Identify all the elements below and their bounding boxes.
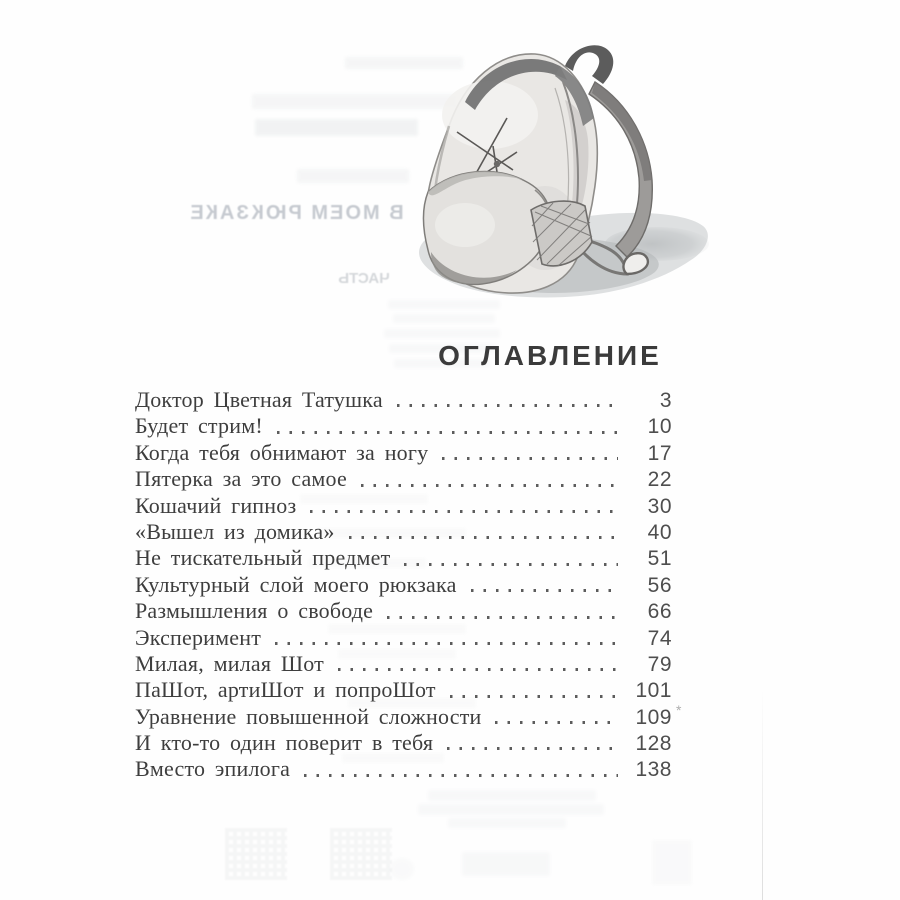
dot-leader [338,668,618,671]
toc-entry-title: Пятерка за это самое [135,466,347,492]
toc-entry [135,466,672,492]
backpack-illustration [395,40,717,308]
toc-entry-title: Будет стрим! [135,413,263,439]
showthrough-line [255,119,418,136]
toc-entry-title: Вместо эпилога [135,756,291,782]
page-edge-line [762,688,763,900]
showthrough-mirrored-title: В МОЕМ РЮКЗАКЕ [188,202,404,224]
toc-entry-title: Эксперимент [135,624,262,650]
dot-leader [349,536,618,539]
dot-leader [495,721,618,724]
contents-heading: ОГЛАВЛЕНИЕ [438,340,662,371]
showthrough-mark [652,840,692,885]
dot-leader [447,747,618,750]
toc-entry-page: 30 [647,494,672,518]
toc-entry-page: 109 [635,705,672,729]
toc-entry-title: Когда тебя обнимают за ногу [135,439,429,465]
dot-leader [404,563,618,566]
toc-entry [135,625,672,651]
toc-entry [135,493,672,519]
showthrough-qr-code [225,828,287,880]
dot-leader [277,431,618,434]
toc-entry-title: «Вышел из домика» [135,518,335,544]
showthrough-imprint-line [448,818,566,828]
toc-entry-title: Культурный слой моего рюкзака [135,571,457,597]
toc-entry-title: Размышления о свободе [135,598,374,624]
showthrough-part-label: ЧАСТЬ [338,270,390,287]
toc-entry [135,704,672,730]
toc-entry [135,545,672,571]
toc-entry [135,572,672,598]
toc-entry-page: 56 [647,573,672,597]
toc-entry [135,440,672,466]
dot-leader [387,616,618,619]
toc-entry [135,651,672,677]
toc-entry [135,756,672,782]
toc-entry-title: Доктор Цветная Татушка [135,387,383,412]
showthrough-stamp [390,858,414,880]
toc-entry-page: 138 [635,758,672,782]
footnote-asterisk: * [676,702,682,718]
toc-entry-page: 40 [647,520,672,544]
toc-entry-title: Милая, милая Шот [135,650,324,676]
dot-leader [361,484,618,487]
toc-entry-page: 10 [647,415,672,439]
toc-entry-page: 3 [659,389,672,412]
toc-entry-page: 22 [647,468,672,492]
toc-entry [135,677,672,703]
showthrough-logo [462,852,550,876]
toc-entry [135,413,672,439]
toc-entry-title: Уравнение повышенной сложности [135,703,482,729]
dot-leader [397,404,618,407]
showthrough-imprint-line [428,790,596,801]
toc-entry-page: 101 [635,679,672,703]
showthrough-credit-line [384,329,500,338]
dot-leader [304,774,618,777]
toc-entry-page: 17 [647,441,672,465]
toc-entry-page: 66 [647,600,672,624]
toc-entry-page: 51 [647,547,672,571]
toc-entry-page: 79 [647,652,672,676]
toc-entry-title: Кошачий гипноз [135,492,297,518]
toc-entry [135,730,672,756]
showthrough-qr-code [330,828,392,880]
dot-leader [275,642,618,645]
toc-entry-title: ПаШот, артиШот и попроШот [135,677,436,703]
toc-entry-title: Не тискательный предмет [135,545,391,571]
toc-entry-page: 128 [635,732,672,756]
toc-entry-title: И кто-то один поверит в тебя [135,730,434,756]
toc-entry [135,598,672,624]
toc-entry [135,387,672,413]
dot-leader [310,510,618,513]
showthrough-imprint-line [418,804,604,815]
toc-entry [135,519,672,545]
showthrough-credit-line [393,314,495,323]
table-of-contents [135,387,672,783]
toc-entry-page: 74 [647,626,672,650]
dot-leader [450,695,618,698]
dot-leader [442,457,618,460]
showthrough-line [297,169,409,183]
dot-leader [471,589,618,592]
